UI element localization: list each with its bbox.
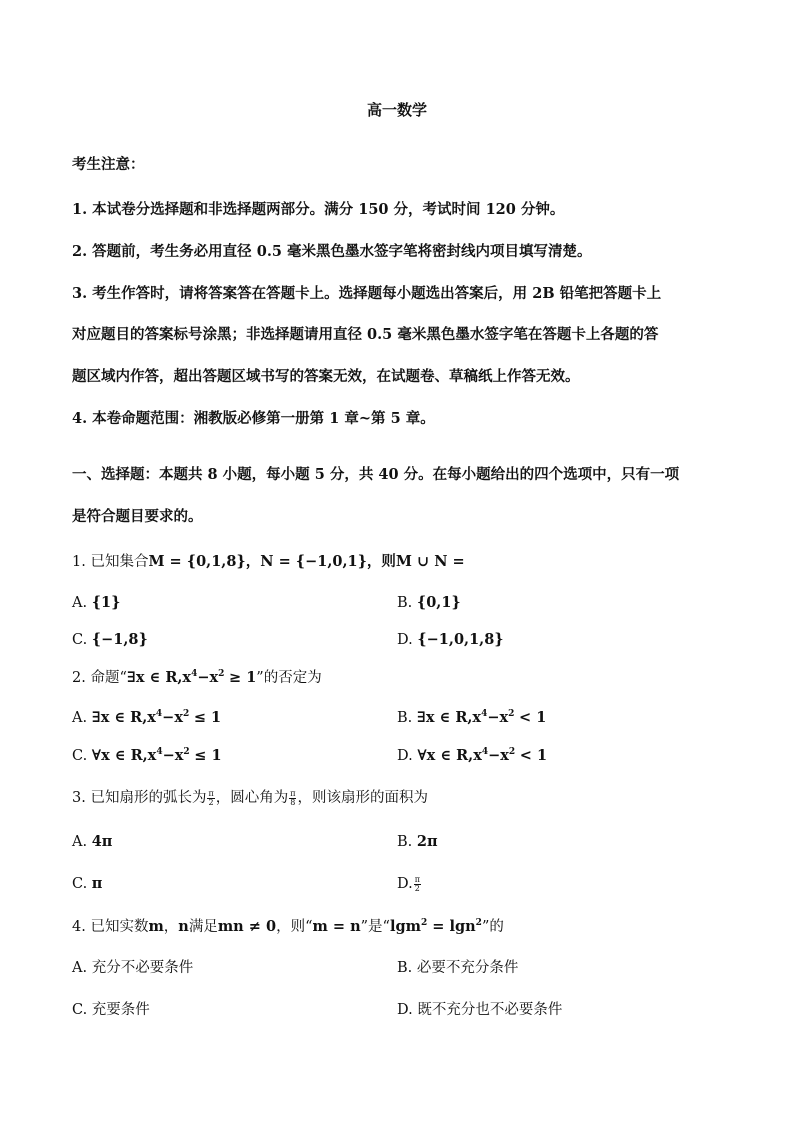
question-4-stem: 4. 已知实数m，n满足mn ≠ 0，则“m = n”是“lgm$^2$ = lgn$^2$”的 [72, 918, 504, 935]
q4-option-c: C. 充要条件 [72, 1002, 150, 1018]
q3-option-a: A. 4π [72, 833, 113, 850]
notice-item-3-cont2: 题区域内作答，超出答题区域书写的答案无效，在试题卷、草稿纸上作答无效。 [72, 368, 580, 385]
q1-stem-math: M = {0,1,8}，N = {−1,0,1}，则M ∪ N = [148, 553, 465, 570]
page-title: 高一数学 [366, 101, 427, 119]
fraction-pi-over-2: $\frac{\pi}{2}$ [208, 788, 214, 807]
notice-item-1: 1. 本试卷分选择题和非选择题两部分。满分 150 分，考试时间 120 分钟。 [72, 201, 565, 218]
q4-option-d: D. 既不充分也不必要条件 [397, 1002, 563, 1018]
q1-option-b: B. {0,1} [397, 594, 461, 611]
q4-option-a: A. 充分不必要条件 [72, 960, 194, 976]
q3-option-c: C. π [72, 875, 103, 892]
q2-option-a: A. ∃x ∈ $R,x^4-x^2 \le 1$ [72, 709, 222, 726]
q2-option-d: D. ∀x ∈ $R,x^4-x^2 < 1$ [397, 747, 548, 764]
fraction-pi-over-2-option: $\frac{\pi}{2}$ [414, 874, 420, 893]
q3-option-b: B. 2π [397, 833, 438, 850]
q1-stem-text: 1. 已知集合 [72, 554, 149, 570]
q1-option-d: D. {−1,0,1,8} [397, 631, 504, 648]
notice-item-4: 4. 本卷命题范围：湘教版必修第一册第 1 章~第 5 章。 [72, 410, 435, 427]
question-1-stem [72, 552, 465, 572]
question-3-stem: 3. 已知扇形的弧长为 $\frac{\pi}{2}$ ，圆心角为 $\frac{\pi}{8}$ ，则该扇形的面积为 [72, 788, 428, 807]
question-2-stem: 2. 命题“∃x ∈ $R,x^4-x^2 \ge 1$”的否定为 [72, 669, 322, 686]
q1-option-c: C. {−1,8} [72, 631, 148, 648]
section-heading-cont: 是符合题目要求的。 [72, 508, 203, 525]
notice-item-3-cont: 对应题目的答案标号涂黑；非选择题请用直径 0.5 毫米黑色墨水签字笔在答题卡上各题的答 [72, 326, 659, 343]
q2-option-c: C. ∀x ∈ $R,x^4-x^2 \le 1$ [72, 747, 222, 764]
q2-option-b: B. ∃x ∈ $R,x^4-x^2 < 1$ [397, 709, 547, 726]
notice-item-3: 3. 考生作答时，请将答案答在答题卡上。选择题每小题选出答案后，用 2B 铅笔把答题卡上 [72, 285, 662, 302]
notice-item-2: 2. 答题前，考生务必用直径 0.5 毫米黑色墨水签字笔将密封线内项目填写清楚。 [72, 243, 592, 260]
notice-heading: 考生注意： [72, 156, 145, 173]
section-heading: 一、选择题：本题共 8 小题，每小题 5 分，共 40 分。在每小题给出的四个选项中，只有一项 [72, 466, 680, 483]
q3-option-d: D. $\frac{\pi}{2}$ [397, 874, 420, 893]
q4-option-b: B. 必要不充分条件 [397, 960, 519, 976]
q1-option-a: A. {1} [72, 594, 121, 611]
fraction-pi-over-8: $\frac{\pi}{8}$ [290, 788, 296, 807]
